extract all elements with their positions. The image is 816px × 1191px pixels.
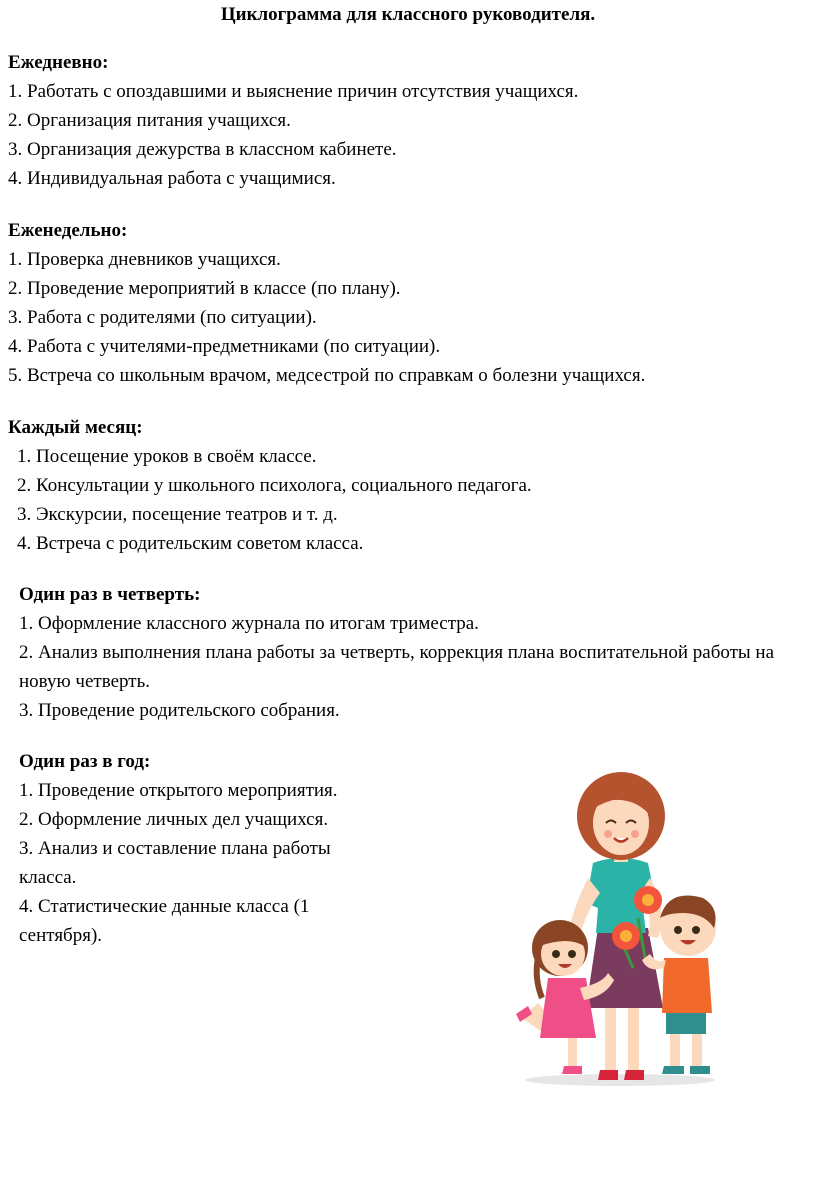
list-item: 2. Консультации у школьного психолога, социального педагога. [17, 475, 532, 496]
list-item: 3. Работа с родителями (по ситуации). [8, 307, 317, 328]
list-item: 1. Работать с опоздавшими и выяснение причин отсутствия учащихся. [8, 81, 579, 102]
list-item: 2. Оформление личных дел учащихся. [19, 809, 329, 830]
section-heading: Ежедневно: [8, 52, 109, 73]
list-item: 4. Индивидуальная работа с учащимися. [8, 168, 336, 189]
list-item: 3. Анализ и составление плана работы класса. [19, 838, 331, 888]
section-heading: Один раз в год: [19, 751, 151, 772]
section-daily [8, 48, 578, 193]
section-yearly [19, 747, 399, 950]
document-title: Циклограмма для классного руководителя. [220, 4, 596, 25]
list-item: 1. Проверка дневников учащихся. [8, 249, 281, 270]
list-item: 2. Проведение мероприятий в классе (по плану). [8, 278, 401, 299]
list-item: 2. Организация питания учащихся. [8, 110, 291, 131]
section-quarterly [19, 580, 814, 725]
list-item: 1. Проведение открытого мероприятия. [19, 780, 338, 801]
section-heading: Один раз в четверть: [19, 584, 201, 605]
list-item: 4. Статистические данные класса (1 сентября). [19, 896, 310, 946]
list-item: 3. Организация дежурства в классном кабинете. [8, 139, 397, 160]
list-item: 3. Проведение родительского собрания. [19, 700, 340, 721]
list-item: 1. Оформление классного журнала по итогам триместра. [19, 613, 479, 634]
list-item: 1. Посещение уроков в своём классе. [17, 446, 317, 467]
section-heading: Каждый месяц: [8, 417, 143, 438]
section-monthly [8, 413, 532, 558]
list-item: 3. Экскурсии, посещение театров и т. д. [17, 504, 338, 525]
list-item: 5. Встреча со школьным врачом, медсестрой по справкам о болезни учащихся. [8, 365, 646, 386]
teacher-with-children-icon [508, 768, 738, 1090]
list-item: 4. Работа с учителями-предметниками (по ситуации). [8, 336, 441, 357]
list-item: 2. Анализ выполнения плана работы за четверть, коррекция плана воспитательной работы на новую четверть. [19, 642, 775, 692]
section-heading: Еженедельно: [8, 220, 128, 241]
list-item: 4. Встреча с родительским советом класса. [17, 533, 364, 554]
section-weekly [8, 216, 645, 390]
